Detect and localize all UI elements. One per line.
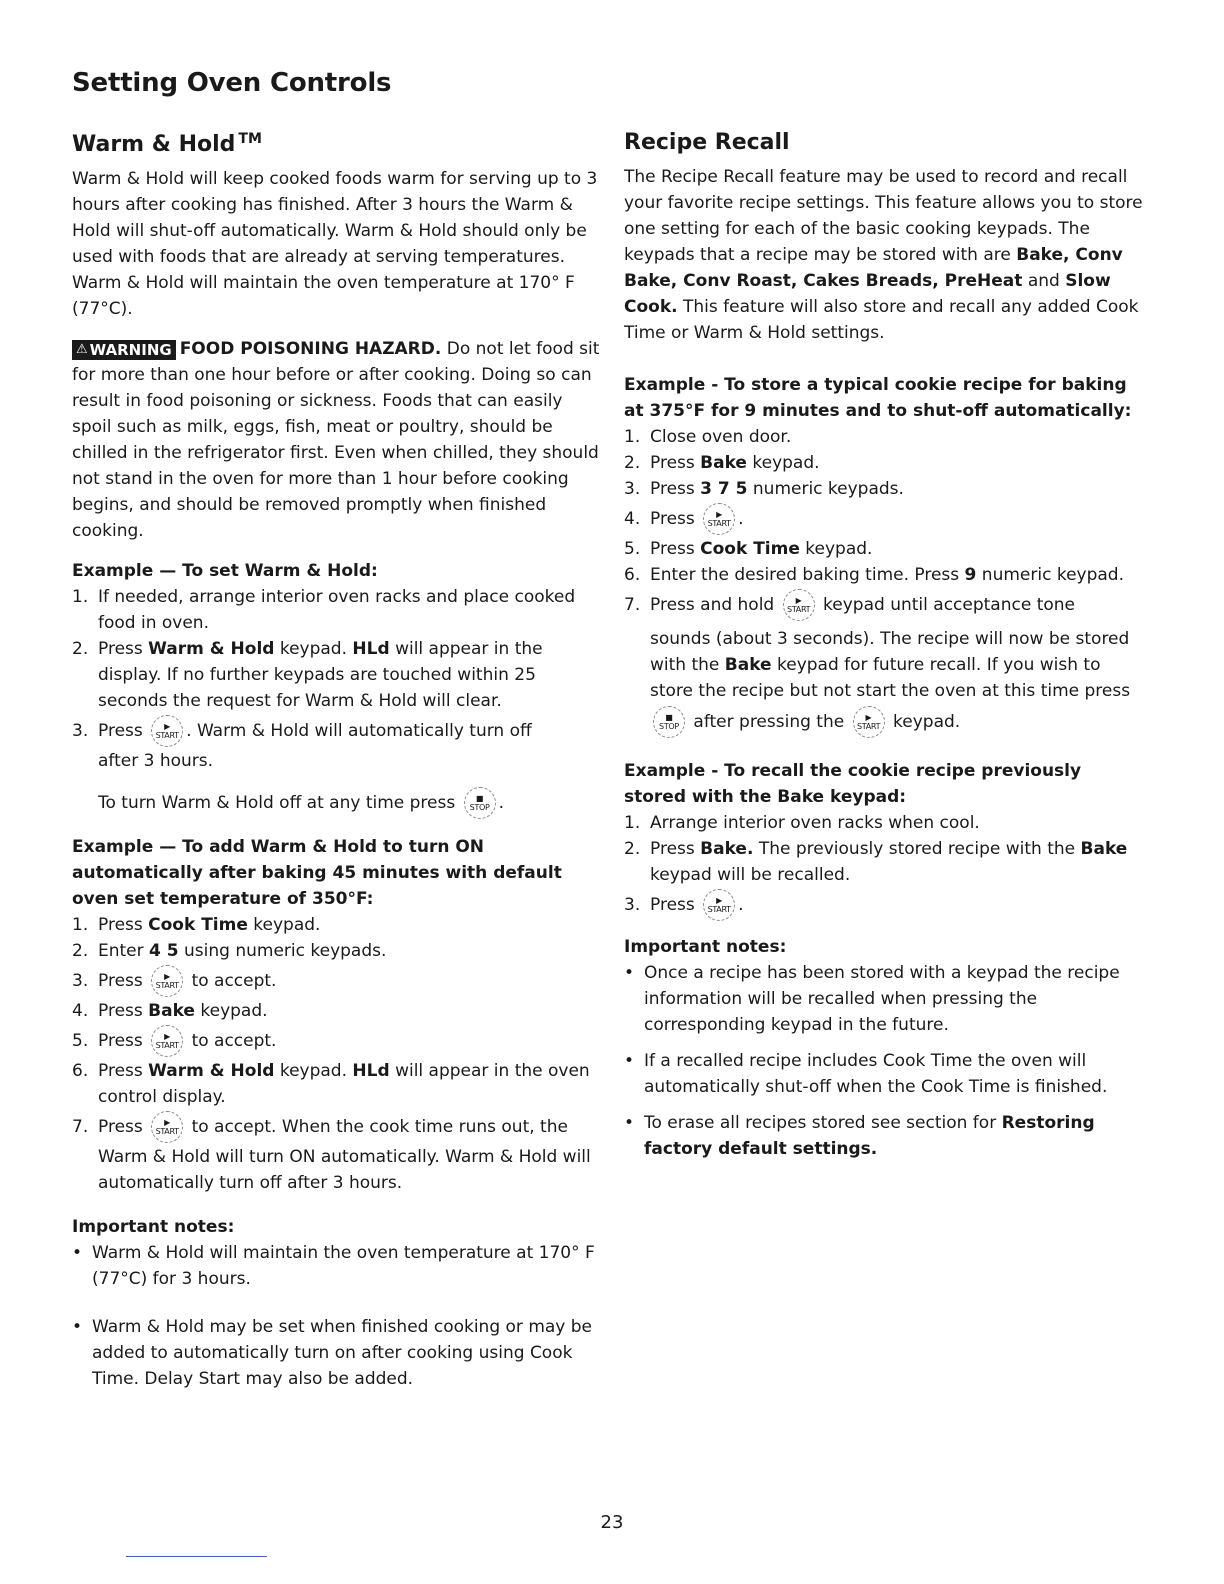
step-number: 1. <box>72 915 89 935</box>
step-number: 4. <box>624 509 641 529</box>
start-key-label: START <box>787 604 811 614</box>
warm-hold-title <box>72 124 600 160</box>
bullet: • <box>624 1113 635 1133</box>
step-text: Press <box>650 509 695 529</box>
start-key-icon <box>853 706 885 738</box>
step-number: 5. <box>72 1031 89 1051</box>
list-item <box>624 810 1144 836</box>
keypad-name: Cook Time <box>700 539 800 559</box>
list-item <box>72 1240 600 1292</box>
step-text: The previously stored recipe with the <box>758 839 1076 859</box>
step-text: to accept. <box>191 971 277 991</box>
step-text <box>650 704 1144 740</box>
warning-hazard: FOOD POISONING HAZARD. <box>179 339 442 359</box>
keypad-name: Warm & Hold <box>148 1061 275 1081</box>
step-text: Warm & Hold will turn ON automatically. Warm & Hold will automatically turn off after 3 hours. <box>98 1147 591 1193</box>
list-item <box>624 888 1144 922</box>
stop-icon: ■ <box>475 793 484 803</box>
period: . <box>498 793 505 813</box>
keypad-name: Cook Time <box>148 915 248 935</box>
note-text: Warm & Hold may be set when finished cooking or may be added to automatically turn on after cooking using Cook Time. Delay Start may also be added. <box>92 1317 593 1389</box>
list-item <box>72 998 600 1024</box>
note-text: Once a recipe has been stored with a keypad the recipe information will be recalled when pressing the corresponding keypad in the future. <box>644 963 1120 1035</box>
step-number: 2. <box>624 839 641 859</box>
start-key-icon <box>783 589 815 621</box>
example-recall-recipe-steps <box>624 810 1144 922</box>
recipe-recall-title: Recipe Recall <box>624 130 790 155</box>
example-add-warm-hold-steps <box>72 912 600 1196</box>
step-text: will appear in the oven control display. <box>98 1061 590 1107</box>
note-text: To erase all recipes stored see section for <box>644 1113 997 1133</box>
step-text: keypad. <box>279 639 348 659</box>
keypad-name: Bake. <box>700 839 754 859</box>
keypad-name: Slow Cook. <box>624 271 1111 317</box>
warm-hold-notes <box>72 1240 600 1392</box>
note-text: Warm & Hold will maintain the oven temperature at 170° F (77°C) for 3 hours. <box>92 1243 595 1289</box>
step-text: to accept. When the cook time runs out, the <box>191 1117 568 1137</box>
step-text: Press <box>650 453 695 473</box>
warm-hold-notes-title: Important notes: <box>72 1217 235 1237</box>
warning-icon: ⚠ <box>76 342 88 357</box>
step-text: Press <box>650 539 695 559</box>
step-number: 7. <box>72 1117 89 1137</box>
step-text: to accept. <box>191 1031 277 1051</box>
step-text: keypad. <box>805 539 873 559</box>
list-item <box>624 476 1144 502</box>
example-set-warm-hold-steps <box>72 584 600 774</box>
list-item <box>624 536 1144 562</box>
step-text: after 3 hours. <box>98 751 214 771</box>
page-title: Setting Oven Controls <box>72 68 392 98</box>
step-number: 4. <box>72 1001 89 1021</box>
step-number: 6. <box>72 1061 89 1081</box>
keypad-name: Bake <box>700 453 747 473</box>
section-reference: Restoring factory default settings. <box>644 1113 1095 1159</box>
play-icon: ▶ <box>164 1031 171 1041</box>
step-text: Press <box>98 639 143 659</box>
start-key-label: START <box>707 904 731 914</box>
step-number: 1. <box>72 587 89 607</box>
start-key-label: START <box>155 980 179 990</box>
keypad-name: Bake <box>148 1001 195 1021</box>
warm-hold-title-text: Warm & Hold <box>72 132 236 157</box>
step-text: Press <box>98 1001 143 1021</box>
list-item <box>624 836 1144 888</box>
list-item <box>72 1110 600 1196</box>
play-icon: ▶ <box>716 509 723 519</box>
list-item <box>72 584 600 636</box>
stop-key-label: STOP <box>469 802 490 812</box>
step-number: 3. <box>624 895 641 915</box>
step-text: Press <box>98 721 143 741</box>
step-text-part: sounds (about 3 seconds). The recipe will now be stored with the <box>650 629 1130 675</box>
turn-off-note <box>72 786 600 820</box>
keypad-name: Bake <box>1080 839 1128 859</box>
stop-key-icon <box>464 787 496 819</box>
warm-hold-column <box>72 124 600 1404</box>
step-text: numeric keypad. <box>981 565 1124 585</box>
step-text: keypad. <box>200 1001 268 1021</box>
play-icon: ▶ <box>164 971 171 981</box>
start-key-label: START <box>857 721 881 731</box>
list-item <box>624 424 1144 450</box>
step-number: 7. <box>624 595 641 615</box>
step-text: Press <box>650 895 695 915</box>
play-icon: ▶ <box>795 595 802 605</box>
list-item <box>72 1058 600 1110</box>
step-text: Enter the desired baking time. Press <box>650 565 960 585</box>
list-item <box>72 636 600 714</box>
start-key-label: START <box>155 1040 179 1050</box>
recipe-recall-notes-title: Important notes: <box>624 937 787 957</box>
step-number: 5. <box>624 539 641 559</box>
warm-hold-intro: Warm & Hold will keep cooked foods warm for serving up to 3 hours after cooking has finished. After 3 hours the Warm & Hold will shut-off automatically. Warm & Hold should only be used with foods that are already at serving temperatures. Warm & Hold will maintain the oven temperature at 170° F (77°C). <box>72 169 598 319</box>
start-key-label: START <box>707 518 731 528</box>
note-text: If a recalled recipe includes Cook Time the oven will automatically shut-off when the Cook Time is finished. <box>644 1051 1108 1097</box>
list-item <box>624 562 1144 588</box>
step-number: 3. <box>624 479 641 499</box>
list-item <box>72 1024 600 1058</box>
bullet: • <box>72 1243 83 1263</box>
warning-badge <box>72 340 176 360</box>
list-item <box>624 1048 1144 1100</box>
step-text: keypad. <box>752 453 820 473</box>
step-text: . Warm & Hold will automatically turn off <box>186 721 532 741</box>
step-text-part: after pressing the <box>693 712 845 732</box>
start-key-icon <box>151 1025 183 1057</box>
keypad-name: Warm & Hold <box>148 639 275 659</box>
recipe-recall-intro <box>624 164 1144 346</box>
play-icon: ▶ <box>164 721 171 731</box>
turn-off-text: To turn Warm & Hold off at any time press <box>98 793 456 813</box>
start-key-icon <box>151 1111 183 1143</box>
intro-text: This feature will also store and recall any added Cook Time or Warm & Hold settings. <box>624 297 1139 343</box>
step-text: Press and hold <box>650 595 775 615</box>
stop-key-label: STOP <box>659 721 679 731</box>
step-text: Arrange interior oven racks when cool. <box>650 813 980 833</box>
step-text: Press <box>650 479 695 499</box>
example-set-warm-hold-title: Example — To set Warm & Hold: <box>72 561 378 581</box>
example-store-recipe-steps <box>624 424 1144 740</box>
example-store-recipe-title: Example - To store a typical cookie recipe for baking at 375°F for 9 minutes and to shut-off automatically: <box>624 375 1132 421</box>
step-number: 2. <box>72 639 89 659</box>
list-item <box>72 1314 600 1392</box>
step-text: will appear in the display. If no further keypads are touched within 25 seconds the request for Warm & Hold will clear. <box>98 639 543 711</box>
step-text: Press <box>98 1031 143 1051</box>
step-text <box>650 626 1144 704</box>
step-text: Enter <box>98 941 144 961</box>
start-key-icon <box>151 965 183 997</box>
start-key-label: START <box>155 1126 179 1136</box>
warning-badge-text: WARNING <box>89 341 172 359</box>
list-item <box>624 450 1144 476</box>
list-item <box>72 912 600 938</box>
play-icon: ▶ <box>865 712 872 722</box>
footer-divider <box>126 1556 267 1557</box>
trademark: TM <box>238 131 262 147</box>
list-item <box>72 714 600 774</box>
step-number: 3. <box>72 721 89 741</box>
keypad-digits: 3 7 5 <box>700 479 748 499</box>
bullet: • <box>624 1051 635 1071</box>
step-text: If needed, arrange interior oven racks and place cooked food in oven. <box>98 587 576 633</box>
step-text: Press <box>98 1117 143 1137</box>
step-number: 2. <box>624 453 641 473</box>
step-number: 6. <box>624 565 641 585</box>
list-item <box>72 964 600 998</box>
intro-text: The Recipe Recall feature may be used to record and recall your favorite recipe settings. This feature allows you to store one setting for each of the basic cooking keypads. The keypads that a recipe may be stored with are <box>624 167 1143 265</box>
start-key-icon <box>703 503 735 535</box>
start-key-label: START <box>155 730 179 740</box>
list-item <box>624 960 1144 1038</box>
step-text: Press <box>98 971 143 991</box>
step-text: numeric keypads. <box>752 479 904 499</box>
step-text: keypad will be recalled. <box>650 865 851 885</box>
start-key-icon <box>703 889 735 921</box>
step-text: . <box>738 895 744 915</box>
step-text: Press <box>98 1061 143 1081</box>
step-text: . <box>738 509 744 529</box>
example-recall-recipe-title: Example - To recall the cookie recipe previously stored with the Bake keypad: <box>624 761 1082 807</box>
step-text-part: keypad for future recall. If you wish to store the recipe but not start the oven at this time press <box>650 655 1131 701</box>
step-text: Close oven door. <box>650 427 792 447</box>
start-key-icon <box>151 715 183 747</box>
stop-icon: ■ <box>665 712 673 722</box>
keypad-digits: 9 <box>964 565 977 585</box>
keypad-list: Bake, Conv Bake, Conv Roast, Cakes Breads, PreHeat <box>624 245 1123 291</box>
step-number: 1. <box>624 427 641 447</box>
recipe-recall-notes <box>624 960 1144 1162</box>
list-item <box>72 938 600 964</box>
bullet: • <box>624 963 635 983</box>
list-item <box>624 502 1144 536</box>
play-icon: ▶ <box>164 1117 171 1127</box>
intro-text: and <box>1027 271 1060 291</box>
warning-paragraph <box>72 336 600 544</box>
bullet: • <box>72 1317 83 1337</box>
keypad-digits: 4 5 <box>149 941 179 961</box>
step-text: Press <box>650 839 695 859</box>
step-text: keypad. <box>253 915 321 935</box>
step-number: 2. <box>72 941 89 961</box>
display-code: HLd <box>352 1061 390 1081</box>
play-icon: ▶ <box>716 895 723 905</box>
example-add-warm-hold-title: Example — To add Warm & Hold to turn ON automatically after baking 45 minutes with default oven set temperature of 350°F: <box>72 837 562 909</box>
step-text-part: keypad. <box>893 712 961 732</box>
recipe-recall-column <box>624 124 1144 1174</box>
stop-key-icon <box>653 706 685 738</box>
display-code: HLd <box>352 639 390 659</box>
step-text: keypad. <box>279 1061 348 1081</box>
step-number: 3. <box>72 971 89 991</box>
step-number: 1. <box>624 813 641 833</box>
step-text: Press <box>98 915 143 935</box>
list-item <box>624 1110 1144 1162</box>
page-number: 23 <box>600 1512 624 1533</box>
keypad-name: Bake <box>724 655 772 675</box>
step-text: using numeric keypads. <box>184 941 387 961</box>
list-item <box>624 588 1144 740</box>
warning-text: Do not let food sit for more than one hour before or after cooking. Doing so can result in food poisoning or sickness. Foods that can easily spoil such as milk, eggs, fish, meat or poultry, should be chilled in the refrigerator first. Even when chilled, they should not stand in the oven for more than 1 hour before cooking begins, and should be removed promptly when finished cooking. <box>72 339 600 541</box>
step-text: keypad until acceptance tone <box>823 595 1076 615</box>
